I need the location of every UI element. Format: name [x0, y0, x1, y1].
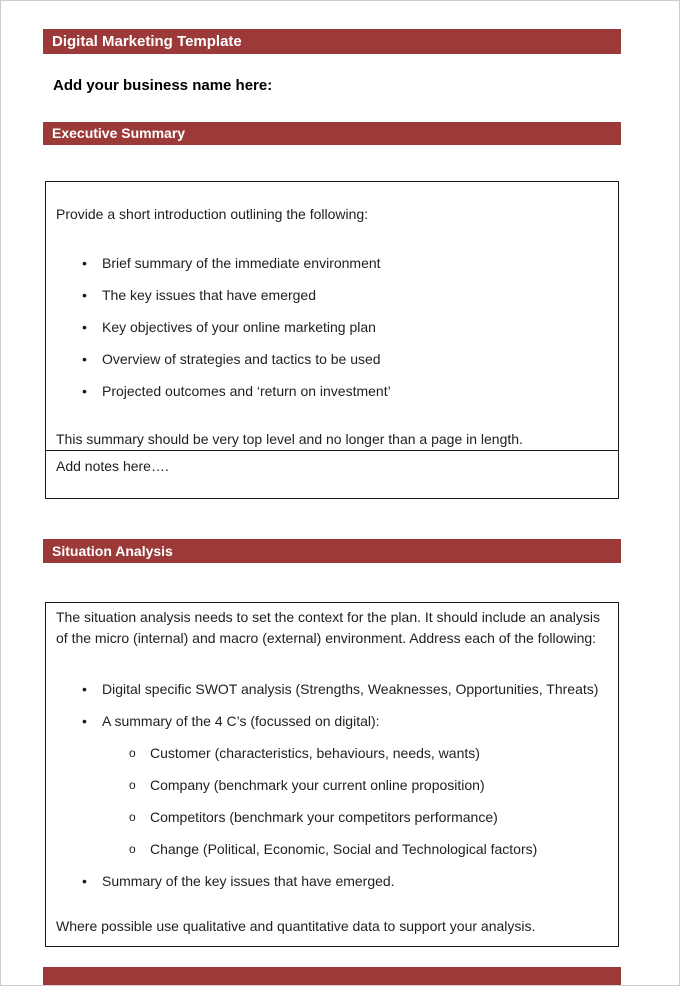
situation-analysis-heading-text: Situation Analysis — [52, 543, 173, 559]
situation-sub-bullet-text: Customer (characteristics, behaviours, needs, wants) — [150, 745, 480, 761]
business-name-label: Add your business name here: — [53, 77, 273, 94]
notes-placeholder-text: Add notes here…. — [56, 458, 169, 474]
list-item — [56, 317, 604, 338]
list-item — [56, 775, 604, 796]
situation-sub-bullet-text: Change (Political, Economic, Social and Technological factors) — [150, 841, 538, 857]
bullet-icon: • — [82, 319, 87, 335]
list-item — [56, 381, 604, 402]
next-section-banner-partial — [43, 967, 621, 985]
situation-bullet-text: Digital specific SWOT analysis (Strengths, Weaknesses, Opportunities, Threats) — [102, 681, 599, 697]
list-item — [56, 711, 604, 732]
list-item — [56, 743, 604, 764]
bullet-icon: • — [82, 255, 87, 271]
list-item — [56, 839, 604, 860]
bullet-icon: • — [82, 287, 87, 303]
situation-sub-bullet-text: Competitors (benchmark your competitors performance) — [150, 809, 498, 825]
exec-bullet-list — [56, 253, 604, 402]
situation-bullet-text: A summary of the 4 C’s (focussed on digital): — [102, 713, 380, 729]
section-heading-situation-analysis — [43, 539, 621, 563]
list-item — [56, 253, 604, 274]
bullet-icon: • — [82, 383, 87, 399]
list-item — [56, 807, 604, 828]
situation-bullet-list — [56, 679, 604, 892]
executive-summary-heading-text: Executive Summary — [52, 125, 186, 141]
situation-bullet-text: Summary of the key issues that have emerged. — [102, 873, 395, 889]
bullet-icon: • — [82, 713, 87, 729]
notes-input-area[interactable] — [45, 450, 619, 499]
bullet-icon: • — [82, 351, 87, 367]
situation-analysis-box — [45, 602, 619, 947]
circle-bullet-icon: o — [129, 842, 136, 856]
exec-intro-text: Provide a short introduction outlining the following: — [56, 206, 369, 222]
circle-bullet-icon: o — [129, 778, 136, 792]
exec-bullet-text: Key objectives of your online marketing plan — [102, 319, 376, 335]
exec-bullet-text: The key issues that have emerged — [102, 287, 317, 303]
bullet-icon: • — [82, 873, 87, 889]
situation-note-text: Where possible use qualitative and quantitative data to support your analysis. — [56, 918, 536, 934]
exec-bullet-text: Overview of strategies and tactics to be used — [102, 351, 381, 367]
document-title-banner — [43, 29, 621, 54]
document-title: Digital Marketing Template — [52, 33, 242, 50]
list-item — [56, 349, 604, 370]
list-item — [56, 871, 604, 892]
bullet-icon: • — [82, 681, 87, 697]
section-heading-executive-summary — [43, 122, 621, 145]
circle-bullet-icon: o — [129, 746, 136, 760]
exec-bullet-text: Projected outcomes and ‘return on investment’ — [102, 383, 391, 399]
circle-bullet-icon: o — [129, 810, 136, 824]
exec-bullet-text: Brief summary of the immediate environment — [102, 255, 381, 271]
executive-summary-box — [45, 181, 619, 451]
list-item — [56, 679, 604, 700]
situation-intro-text: The situation analysis needs to set the context for the plan. It should include an analysis of the micro (internal) and macro (external) environment. Address each of the following: — [56, 609, 600, 646]
list-item — [56, 285, 604, 306]
exec-outro-text: This summary should be very top level and no longer than a page in length. — [56, 431, 523, 447]
situation-sub-bullet-text: Company (benchmark your current online proposition) — [150, 777, 485, 793]
